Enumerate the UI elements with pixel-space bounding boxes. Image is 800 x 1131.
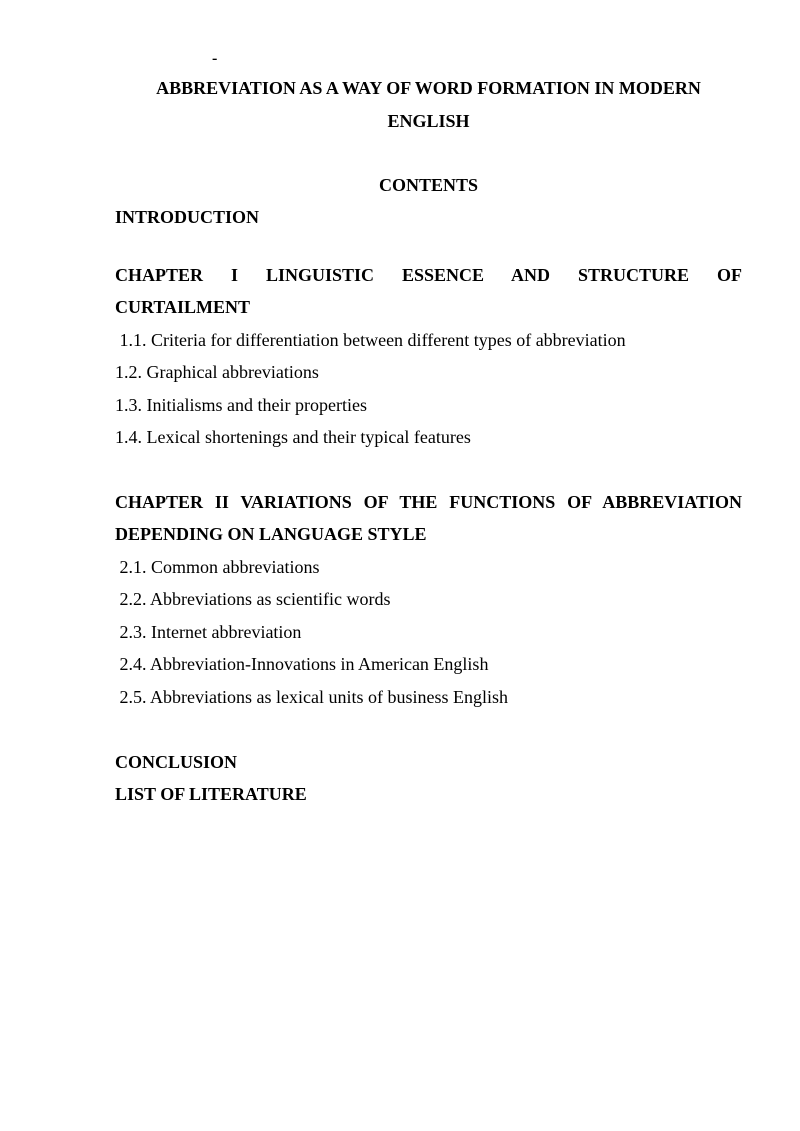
toc-item-2-1: 2.1. Common abbreviations bbox=[115, 557, 320, 577]
document-title: ABBREVIATION AS A WAY OF WORD FORMATION IN MODERN ENGLISH bbox=[156, 78, 701, 131]
toc-conclusion: CONCLUSION bbox=[115, 752, 238, 772]
toc-item-2-5: 2.5. Abbreviations as lexical units of business English bbox=[115, 687, 508, 707]
toc-item-1-3: 1.3. Initialisms and their properties bbox=[115, 395, 367, 415]
toc-item-2-3: 2.3. Internet abbreviation bbox=[115, 622, 302, 642]
chapter2-heading-line1: CHAPTER II VARIATIONS OF THE FUNCTIONS OF ABBREVIATION bbox=[115, 492, 742, 512]
toc-list-of-literature: LIST OF LITERATURE bbox=[115, 784, 307, 804]
chapter1-heading-line2: CURTAILMENT bbox=[115, 297, 251, 317]
contents-heading: CONTENTS bbox=[378, 175, 479, 195]
toc-item-2-4: 2.4. Abbreviation-Innovations in American English bbox=[115, 654, 489, 674]
chapter1-heading-line1: CHAPTER I LINGUISTIC ESSENCE AND STRUCTURE OF bbox=[115, 265, 742, 285]
toc-item-1-2: 1.2. Graphical abbreviations bbox=[115, 362, 319, 382]
toc-item-1-1: 1.1. Criteria for differentiation between different types of abbreviation bbox=[115, 330, 626, 350]
toc-introduction: INTRODUCTION bbox=[115, 207, 260, 227]
toc-item-2-2: 2.2. Abbreviations as scientific words bbox=[115, 589, 391, 609]
toc-item-1-4: 1.4. Lexical shortenings and their typical features bbox=[115, 427, 471, 447]
chapter2-heading-line2: DEPENDING ON LANGUAGE STYLE bbox=[115, 524, 427, 544]
leading-dash: - bbox=[212, 50, 218, 67]
